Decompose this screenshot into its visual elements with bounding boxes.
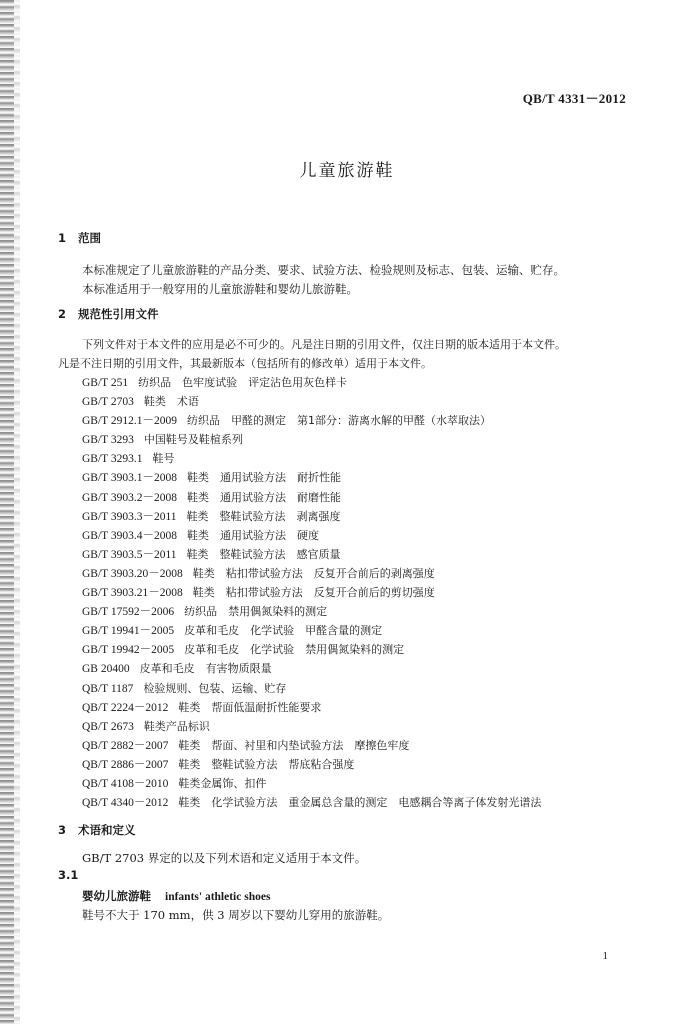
- reference-title: 鞋类 整鞋试验方法 帮底粘合强度: [178, 757, 355, 771]
- reference-code: QB/T 2882－2007: [82, 739, 169, 752]
- reference-title: 鞋类 术语: [143, 395, 199, 409]
- reference-code: QB/T 2673: [82, 720, 134, 733]
- reference-title: 鞋类 通用试验方法 耐磨性能: [187, 490, 341, 504]
- term-chinese: 婴幼儿旅游鞋: [82, 889, 151, 903]
- reference-code: GB/T 2912.1－2009: [82, 415, 177, 428]
- reference-title: 鞋类 整鞋试验方法 剥离强度: [186, 509, 341, 523]
- reference-code: GB/T 3903.4－2008: [82, 529, 177, 542]
- term-entry: [82, 888, 270, 904]
- section-number: 2: [58, 307, 67, 321]
- reference-item: [82, 680, 541, 699]
- reference-item: [82, 775, 541, 794]
- reference-code: GB 20400: [82, 663, 130, 676]
- scan-edge-artifact: [0, 0, 14, 1024]
- reference-code: QB/T 4108－2010: [82, 777, 169, 790]
- reference-item: [82, 412, 541, 431]
- reference-item: [82, 622, 541, 641]
- reference-code: GB/T 3903.20－2008: [82, 567, 183, 580]
- reference-title: 鞋类 整鞋试验方法 感官质量: [186, 547, 341, 561]
- reference-item: [82, 660, 541, 679]
- reference-title: 纺织品 甲醛的测定 第1部分：游离水解的甲醛（水萃取法）: [187, 414, 491, 428]
- reference-title: 纺织品 禁用偶氮染料的测定: [184, 605, 328, 619]
- reference-title: 鞋类产品标识: [143, 719, 210, 733]
- scope-paragraph-2: 本标准适用于一般穿用的儿童旅游鞋和婴幼儿旅游鞋。: [82, 282, 358, 296]
- reference-code: QB/T 4340－2012: [82, 797, 169, 810]
- reference-item: [82, 431, 541, 450]
- reference-item: [82, 641, 541, 660]
- reference-item: [82, 508, 541, 527]
- reference-title: 皮革和毛皮 化学试验 禁用偶氮染料的测定: [184, 643, 405, 657]
- reference-code: GB/T 3903.3－2011: [82, 510, 177, 523]
- reference-code: GB/T 17592－2006: [82, 606, 175, 619]
- section-3-heading: [58, 822, 136, 838]
- reference-item: [82, 718, 541, 737]
- reference-item: [82, 584, 541, 603]
- reference-code: QB/T 2886－2007: [82, 758, 169, 771]
- reference-item: [82, 737, 541, 756]
- reference-code: QB/T 2224－2012: [82, 701, 169, 714]
- reference-title: 鞋类 粘扣带试验方法 反复开合前后的剪切强度: [192, 586, 435, 600]
- reference-code: GB/T 3293: [82, 434, 134, 447]
- reference-code: GB/T 251: [82, 377, 129, 389]
- page-number: 1: [602, 950, 608, 962]
- reference-title: 纺织品 色牢度试验 评定沾色用灰色样卡: [138, 376, 348, 389]
- term-english: infants' athletic shoes: [165, 891, 271, 903]
- reference-title: 鞋类 帮面、衬里和内垫试验方法 摩擦色牢度: [178, 738, 410, 752]
- reference-item: [82, 527, 541, 546]
- reference-item: [82, 450, 541, 469]
- section-number: 1: [58, 231, 67, 245]
- reference-item: [82, 489, 541, 508]
- reference-item: [82, 603, 541, 622]
- reference-code: QB/T 1187: [82, 682, 134, 695]
- normative-references-list: [82, 374, 541, 813]
- reference-code: GB/T 3903.5－2011: [82, 548, 177, 561]
- reference-title: 皮革和毛皮 有害物质限量: [139, 662, 272, 676]
- section-title: 范围: [78, 231, 101, 245]
- section-title: 规范性引用文件: [78, 307, 159, 321]
- standard-code: QB/T 4331－2012: [522, 91, 626, 106]
- normative-intro-line-2: 凡是不注日期的引用文件，其最新版本（包括所有的修改单）适用于本文件。: [58, 357, 432, 370]
- reference-title: 检验规则、包装、运输、贮存: [143, 681, 287, 695]
- reference-title: 皮革和毛皮 化学试验 甲醛含量的测定: [184, 624, 383, 638]
- reference-code: GB/T 19941－2005: [82, 625, 175, 638]
- reference-item: [82, 469, 541, 488]
- section-2-heading: [58, 306, 159, 322]
- reference-code: GB/T 3293.1: [82, 453, 143, 466]
- reference-code: GB/T 3903.2－2008: [82, 491, 177, 504]
- reference-code: GB/T 3903.1－2008: [82, 472, 177, 485]
- clause-number: 3.1: [58, 868, 79, 882]
- reference-title: 鞋类 化学试验方法 重金属总含量的测定 电感耦合等离子体发射光谱法: [178, 796, 542, 810]
- section-title: 术语和定义: [78, 823, 136, 837]
- reference-code: GB/T 3903.21－2008: [82, 587, 183, 600]
- reference-item: [82, 565, 541, 584]
- reference-item: [82, 546, 541, 565]
- terms-intro: GB/T 2703 界定的以及下列术语和定义适用于本文件。: [82, 851, 367, 865]
- reference-title: 鞋类 粘扣带试验方法 反复开合前后的剥离强度: [192, 566, 435, 580]
- section-number: 3: [58, 823, 67, 837]
- reference-title: 鞋类 通用试验方法 硬度: [187, 528, 319, 542]
- reference-item: [82, 393, 541, 412]
- reference-title: 鞋类 帮面低温耐折性能要求: [178, 700, 322, 714]
- normative-intro-line-1: 下列文件对于本文件的应用是必不可少的。凡是注日期的引用文件，仅注日期的版本适用于本文件。: [82, 338, 566, 351]
- document-title: 儿童旅游鞋: [299, 161, 395, 181]
- reference-item: [82, 374, 541, 393]
- reference-title: 中国鞋号及鞋楦系列: [143, 433, 243, 447]
- reference-title: 鞋类金属饰、扣件: [178, 776, 267, 790]
- reference-title: 鞋类 通用试验方法 耐折性能: [187, 471, 341, 485]
- reference-code: GB/T 19942－2005: [82, 644, 175, 657]
- section-1-heading: [58, 230, 101, 246]
- scan-edge-artifact-inner: [14, 0, 20, 1024]
- reference-item: [82, 699, 541, 718]
- reference-code: GB/T 2703: [82, 396, 134, 409]
- reference-item: [82, 756, 541, 775]
- term-definition: 鞋号不大于 170 mm，供 3 周岁以下婴幼儿穿用的旅游鞋。: [82, 908, 390, 922]
- reference-item: [82, 794, 541, 813]
- scope-paragraph-1: 本标准规定了儿童旅游鞋的产品分类、要求、试验方法、检验规则及标志、包装、运输、贮存。: [82, 263, 565, 277]
- reference-title: 鞋号: [152, 452, 175, 466]
